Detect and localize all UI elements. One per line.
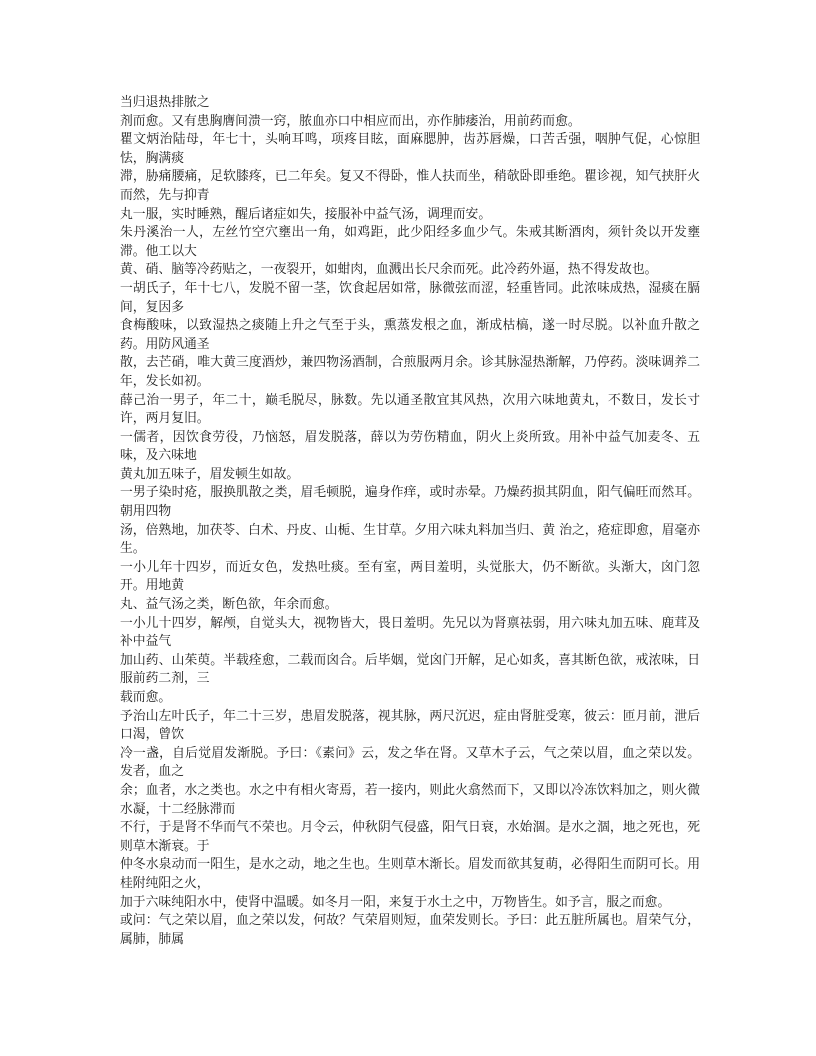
paragraph: 一小儿年十四岁，而近女色，发热吐痰。至有室，两目羞明，头觉胀大，仍不断欲。头渐大，囟门忽开。用地黄 xyxy=(120,559,700,594)
paragraph: 一儒者，因饮食劳役，乃恼怒，眉发脱落，薛以为劳伤精血，阴火上炎所致。用补中益气加麦冬、五味，及六味地 xyxy=(120,429,700,464)
paragraph: 汤，倍熟地，加茯苓、白术、丹皮、山栀、生甘草。夕用六味丸料加当归、黄 治之，疮症即愈，眉毫亦生。 xyxy=(120,522,700,557)
paragraph: 予治山左叶氏子，年二十三岁，患眉发脱落，视其脉，两尺沉迟，症由肾脏受寒，彼云：匝月前，泄后口渴，曾饮 xyxy=(120,708,700,743)
paragraph: 一胡氏子，年十七八，发脱不留一茎，饮食起居如常，脉微弦而涩，轻重皆同。此浓味成热，湿痰在膈间，复因多 xyxy=(120,280,700,315)
paragraph: 剂而愈。又有患胸膺间溃一窍，脓血亦口中相应而出，亦作肺痿治，用前药而愈。 xyxy=(120,113,581,129)
paragraph: 不行，于是肾不华而气不荣也。月令云，仲秋阴气侵盛，阳气日衰，水始涸。是水之涸，地之死也，死则草木渐衰。于 xyxy=(120,820,700,854)
paragraph: 瞿文炳治陆母，年七十，头响耳鸣，项疼目眩，面麻腮肿，齿苏唇燥，口苦舌强，咽肿气促，心惊胆怯，胸满痰 xyxy=(120,132,700,166)
paragraph: 食梅酸味，以致湿热之痰随上升之气至于头，熏蒸发根之血，渐成枯槁，遂一时尽脱。以补血升散之药。用防风通圣 xyxy=(120,318,700,352)
paragraph: 仲冬水泉动而一阳生，是水之动，地之生也。生则草木渐长。眉发而欲其复萌，必得阳生而阴可长。用桂附纯阳之火， xyxy=(120,857,700,891)
paragraph: 余；血者，水之类也。水之中有相火寄焉，若一接内，则此火翕然而下，又即以冷冻饮料加之，则火微水凝，十二经脉滞而 xyxy=(120,782,700,817)
paragraph: 一小儿十四岁，解颅，自觉头大，视物皆大，畏日羞明。先兄以为肾禀祛弱，用六味丸加五味、鹿茸及补中益气 xyxy=(120,615,700,650)
paragraph: 加于六味纯阳水中，使肾中温暖。如冬月一阳，来复于水土之中，万物皆生。如予言，服之而愈。 xyxy=(120,894,671,910)
document-page xyxy=(120,94,700,949)
paragraph: 一男子染时疮，服换肌散之类，眉毛顿脱，遍身作痒，或时赤晕。乃燥药损其阴血，阳气偏旺而然耳。朝用四物 xyxy=(120,485,700,520)
paragraph: 朱丹溪治一人，左丝竹空穴壅出一角，如鸡距，此少阳经多血少气。朱戒其断酒肉，须针灸以开发壅滞。他工以大 xyxy=(120,225,700,259)
paragraph: 载而愈。 xyxy=(120,690,172,705)
paragraph: 加山药、山茱萸。半载痊愈，二载而囟合。后毕姻，觉囟门开解，足心如炙，喜其断色欲，戒浓味，日服前药二剂，三 xyxy=(120,652,700,687)
paragraph: 薛己治一男子，年二十，巅毛脱尽，脉数。先以通圣散宜其风热，次用六味地黄丸，不数日，发长寸许，两月复旧。 xyxy=(120,392,700,427)
paragraph: 或问：气之荣以眉，血之荣以发，何故？气荣眉则短，血荣发则长。予曰：此五脏所属也。眉荣气分，属肺，肺属 xyxy=(120,913,700,947)
paragraph: 滞，胁痛腰痛，足软膝疼，已二年矣。复又不得卧，惟人扶而坐，稍欹卧即垂绝。瞿诊视，知气挟肝火而然，先与抑青 xyxy=(120,169,700,203)
paragraph: 丸、益气汤之类，断色欲，年余而愈。 xyxy=(120,597,338,613)
paragraph: 黄、硝、脑等冷药贴之，一夜裂开，如蚶肉，血溅出长尺余而死。此冷药外逼，热不得发故也。 xyxy=(120,262,658,278)
paragraph: 冷一盏，自后觉眉发渐脱。予曰：《素问》云，发之华在肾。又草木子云，气之荣以眉，血之荣以发。发者，血之 xyxy=(120,745,700,780)
paragraph: 黄丸加五味子，眉发顿生如故。 xyxy=(120,466,300,482)
paragraph: 丸一服，实时睡熟，醒后诸症如失，接服补中益气汤，调理而安。 xyxy=(120,206,492,222)
paragraph: 当归退热排脓之 xyxy=(120,95,210,110)
paragraph: 散，去芒硝，唯大黄三度酒炒，兼四物汤酒制，合煎服两月余。诊其脉湿热渐解，乃停药。淡味调养二年，发长如初。 xyxy=(120,355,700,389)
